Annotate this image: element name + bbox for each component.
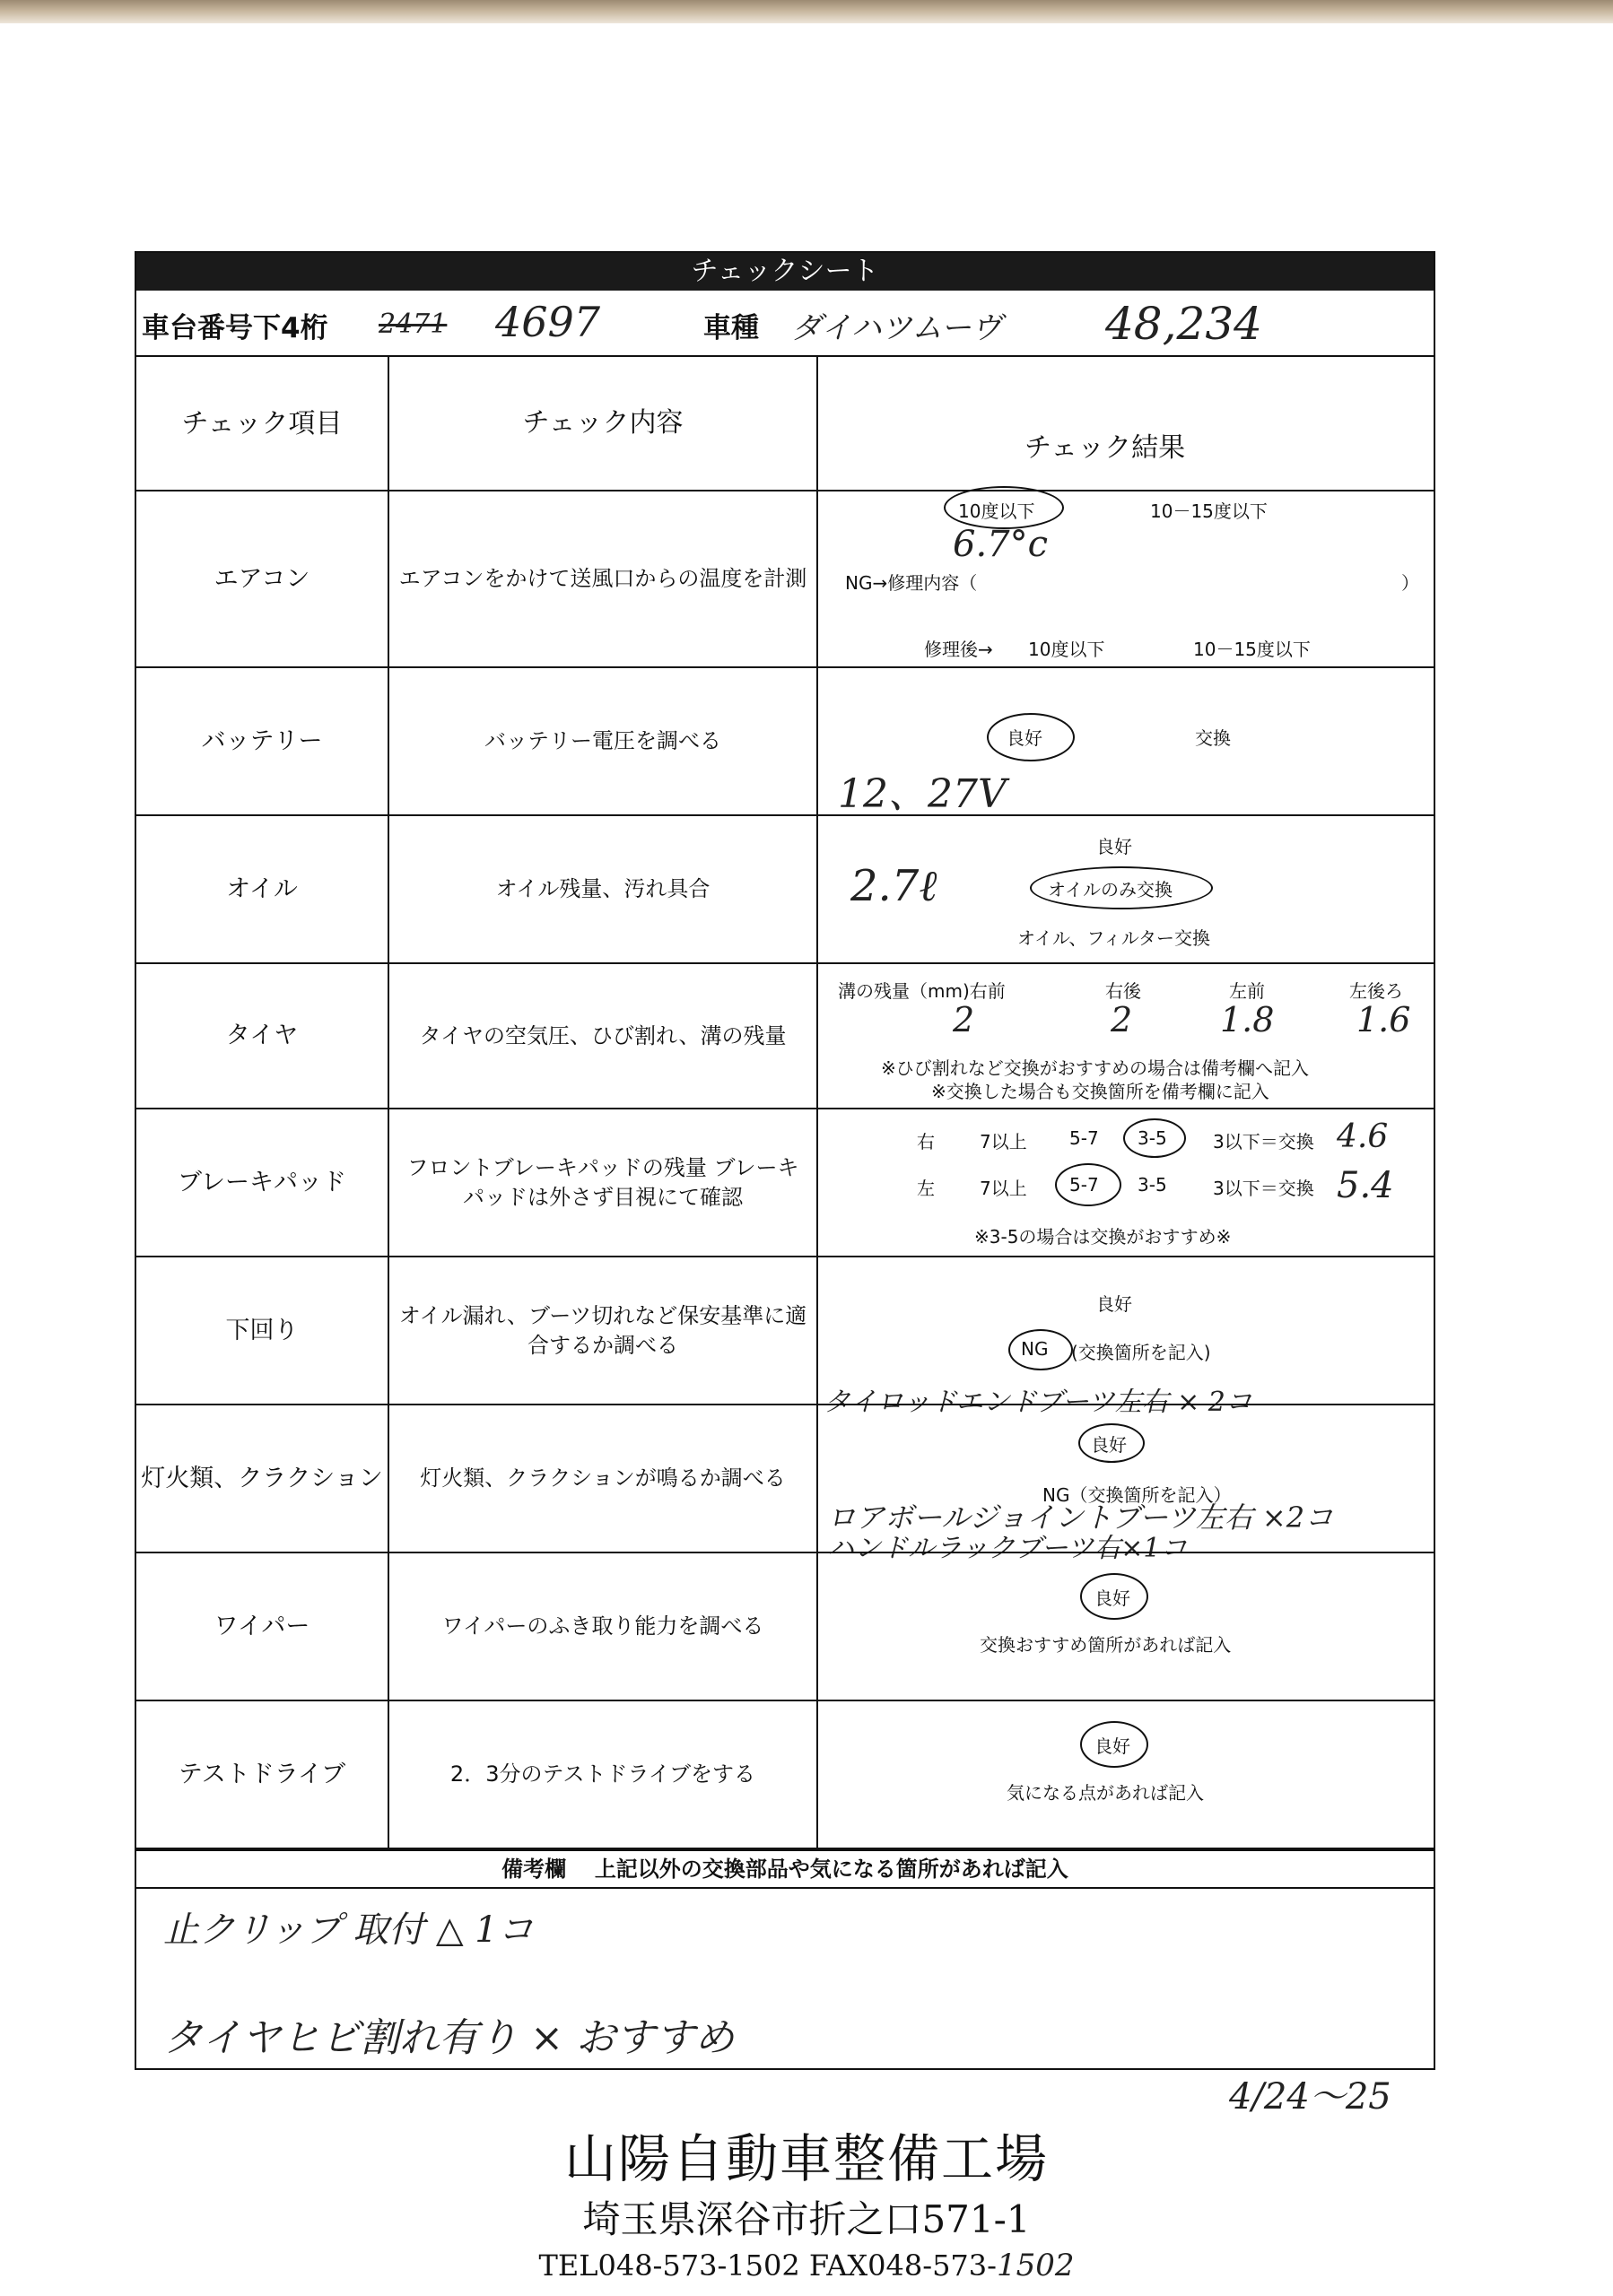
row-drive (136, 1700, 1434, 1848)
aircon-temperature: 6.7°c (953, 524, 1049, 565)
aircon-opt1: 10度以下 (958, 500, 1035, 522)
lights-ng: NG（交換箇所を記入） (1042, 1484, 1232, 1506)
under-ng-note: (交換箇所を記入) (1071, 1342, 1211, 1363)
drive-result (818, 1701, 1434, 1848)
lights-result (818, 1405, 1434, 1564)
oil-amount: 2.7ℓ (850, 861, 937, 911)
oil-result (818, 816, 1434, 962)
tire-content: タイヤの空気圧、ひび割れ、溝の残量 (389, 964, 818, 1108)
drive-item: テストドライブ (136, 1701, 389, 1848)
aircon-after2: 10－15度以下 (1193, 639, 1311, 660)
brake-right-value: 4.6 (1337, 1118, 1389, 1155)
vin-label: 車台番号下4桁 (142, 312, 328, 344)
model-label: 車種 (703, 312, 759, 344)
brake-note: ※3-5の場合は交換がおすすめ※ (974, 1226, 1232, 1248)
mileage-value: 48,234 (1105, 298, 1262, 350)
row-battery (136, 666, 1434, 817)
remarks-label: 備考欄 (501, 1857, 567, 1882)
aircon-content: エアコンをかけて送風口からの温度を計測 (389, 491, 818, 666)
brake-left-o2: 5-7 (1069, 1174, 1099, 1196)
under-item: 下回り (136, 1257, 389, 1404)
check-sheet (135, 251, 1435, 2070)
vin-crossed: 2471 (379, 309, 448, 340)
tire-rr-label: 右後 (1105, 980, 1141, 1002)
row-wiper (136, 1552, 1434, 1700)
brake-right-o3: 3-5 (1138, 1127, 1167, 1149)
battery-content: バッテリー電圧を調べる (389, 668, 818, 814)
oil-item: オイル (136, 816, 389, 962)
model-value: ダイハツムーヴ (791, 310, 1002, 346)
aircon-after: 修理後→ (924, 639, 993, 660)
wiper-item: ワイパー (136, 1553, 389, 1700)
row-aircon (136, 490, 1434, 666)
remarks-box (135, 1889, 1435, 2070)
row-oil (136, 814, 1434, 962)
col-content-header: チェック内容 (389, 357, 818, 490)
vehicle-info-row (135, 291, 1435, 357)
vin-value: 4697 (495, 298, 601, 346)
remarks-line1: 止クリップ 取付 △ 1コ (163, 1909, 534, 1951)
col-result-header-cell (818, 357, 1434, 490)
fax-handwritten: 1502 (996, 2248, 1075, 2283)
brake-left-o3: 3-5 (1138, 1174, 1167, 1196)
brake-right-o1: 7以上 (980, 1131, 1027, 1152)
remarks-header (135, 1849, 1435, 1889)
aircon-opt2: 10－15度以下 (1150, 500, 1268, 522)
wiper-note: 交換おすすめ箇所があれば記入 (980, 1634, 1232, 1656)
brake-left-o4: 3以下＝交換 (1213, 1178, 1314, 1199)
lights-good: 良好 (1091, 1434, 1127, 1456)
brake-right-o2: 5-7 (1069, 1127, 1099, 1149)
aircon-ng: NG→修理内容（ (845, 572, 978, 594)
company-name: 山陽自動車整備工場 (563, 2128, 1049, 2189)
wiper-good: 良好 (1094, 1587, 1130, 1609)
company-phone (0, 2248, 1613, 2283)
under-content: オイル漏れ、ブーツ切れなど保安基準に適合するか調べる (389, 1257, 818, 1404)
wood-edge (0, 0, 1613, 23)
drive-content: 2．3分のテストドライブをする (389, 1701, 818, 1848)
oil-content: オイル残量、汚れ具合 (389, 816, 818, 962)
company-tel-fax: TEL048-573-1502 FAX048-573- (538, 2248, 997, 2283)
brake-left-o1: 7以上 (980, 1178, 1027, 1199)
tire-rf-value: 2 (953, 1000, 975, 1039)
brake-right-label: 右 (917, 1131, 935, 1152)
tire-lf-value: 1.8 (1220, 1000, 1275, 1039)
tire-note2: ※交換した場合も交換箇所を備考欄に記入 (931, 1081, 1269, 1102)
tire-lr-value: 1.6 (1356, 1000, 1411, 1039)
date-handwritten: 4/24〜25 (1229, 2076, 1391, 2118)
brake-result (818, 1109, 1434, 1256)
col-result-header: チェック結果 (1024, 432, 1186, 464)
check-table (135, 357, 1435, 1849)
tire-lf-label: 左前 (1229, 980, 1265, 1002)
brake-left-value: 5.4 (1337, 1165, 1394, 1206)
battery-item: バッテリー (136, 668, 389, 814)
tire-result (818, 964, 1434, 1108)
aircon-after1: 10度以下 (1028, 639, 1105, 660)
table-header-row (136, 357, 1434, 490)
battery-good: 良好 (1007, 727, 1042, 749)
under-result (818, 1257, 1434, 1418)
oil-good: 良好 (1096, 836, 1132, 857)
brake-item: ブレーキパッド (136, 1109, 389, 1256)
tire-depth-label: 溝の残量（mm)右前 (838, 980, 1006, 1002)
wiper-content: ワイパーのふき取り能力を調べる (389, 1553, 818, 1700)
row-lights (136, 1404, 1434, 1564)
drive-good: 良好 (1094, 1735, 1130, 1757)
lights-item: 灯火類、クラクション (136, 1405, 389, 1552)
brake-left-label: 左 (917, 1178, 935, 1199)
under-handwritten-note: タイロッドエンドブーツ左右 × 2コ (824, 1387, 1252, 1418)
row-tire (136, 962, 1434, 1108)
tire-lr-label: 左後ろ (1349, 980, 1403, 1002)
brake-content: フロントブレーキパッドの残量 ブレーキパッドは外さず目視にて確認 (389, 1109, 818, 1256)
brake-right-o4: 3以下＝交換 (1213, 1131, 1314, 1152)
lights-handwritten-note1: ロアボールジョイントブーツ左右 ×2コ (827, 1500, 1334, 1535)
battery-replace: 交換 (1195, 727, 1231, 749)
battery-result (818, 668, 1434, 817)
lights-content: 灯火類、クラクションが鳴るか調べる (389, 1405, 818, 1552)
under-ng: NG (1021, 1338, 1049, 1360)
remarks-instructions: 上記以外の交換部品や気になる箇所があれば記入 (594, 1857, 1068, 1882)
under-good: 良好 (1096, 1293, 1132, 1315)
col-item-header: チェック項目 (136, 357, 389, 490)
aircon-ng-close: ） (1401, 572, 1419, 594)
lights-handwritten-note2: ハンドルラックブーツ右×1コ (827, 1533, 1188, 1564)
row-under (136, 1256, 1434, 1418)
aircon-item: エアコン (136, 491, 389, 666)
wiper-result (818, 1553, 1434, 1700)
remarks-line2: タイヤヒビ割れ有り × おすすめ (163, 2015, 735, 2061)
sheet-title: チェックシート (135, 251, 1435, 291)
drive-note: 気になる点があれば記入 (1007, 1782, 1204, 1804)
row-brake (136, 1108, 1434, 1256)
oil-only-change: オイルのみ交換 (1048, 879, 1173, 900)
company-address: 埼玉県深谷市折之口571-1 (582, 2197, 1031, 2241)
tire-item: タイヤ (136, 964, 389, 1108)
tire-note1: ※ひび割れなど交換がおすすめの場合は備考欄へ記入 (881, 1057, 1309, 1079)
tire-rr-value: 2 (1111, 1000, 1133, 1039)
oil-filter-change: オイル、フィルター交換 (1017, 927, 1210, 949)
battery-voltage: 12、27V (838, 771, 1007, 817)
aircon-result (818, 491, 1434, 666)
